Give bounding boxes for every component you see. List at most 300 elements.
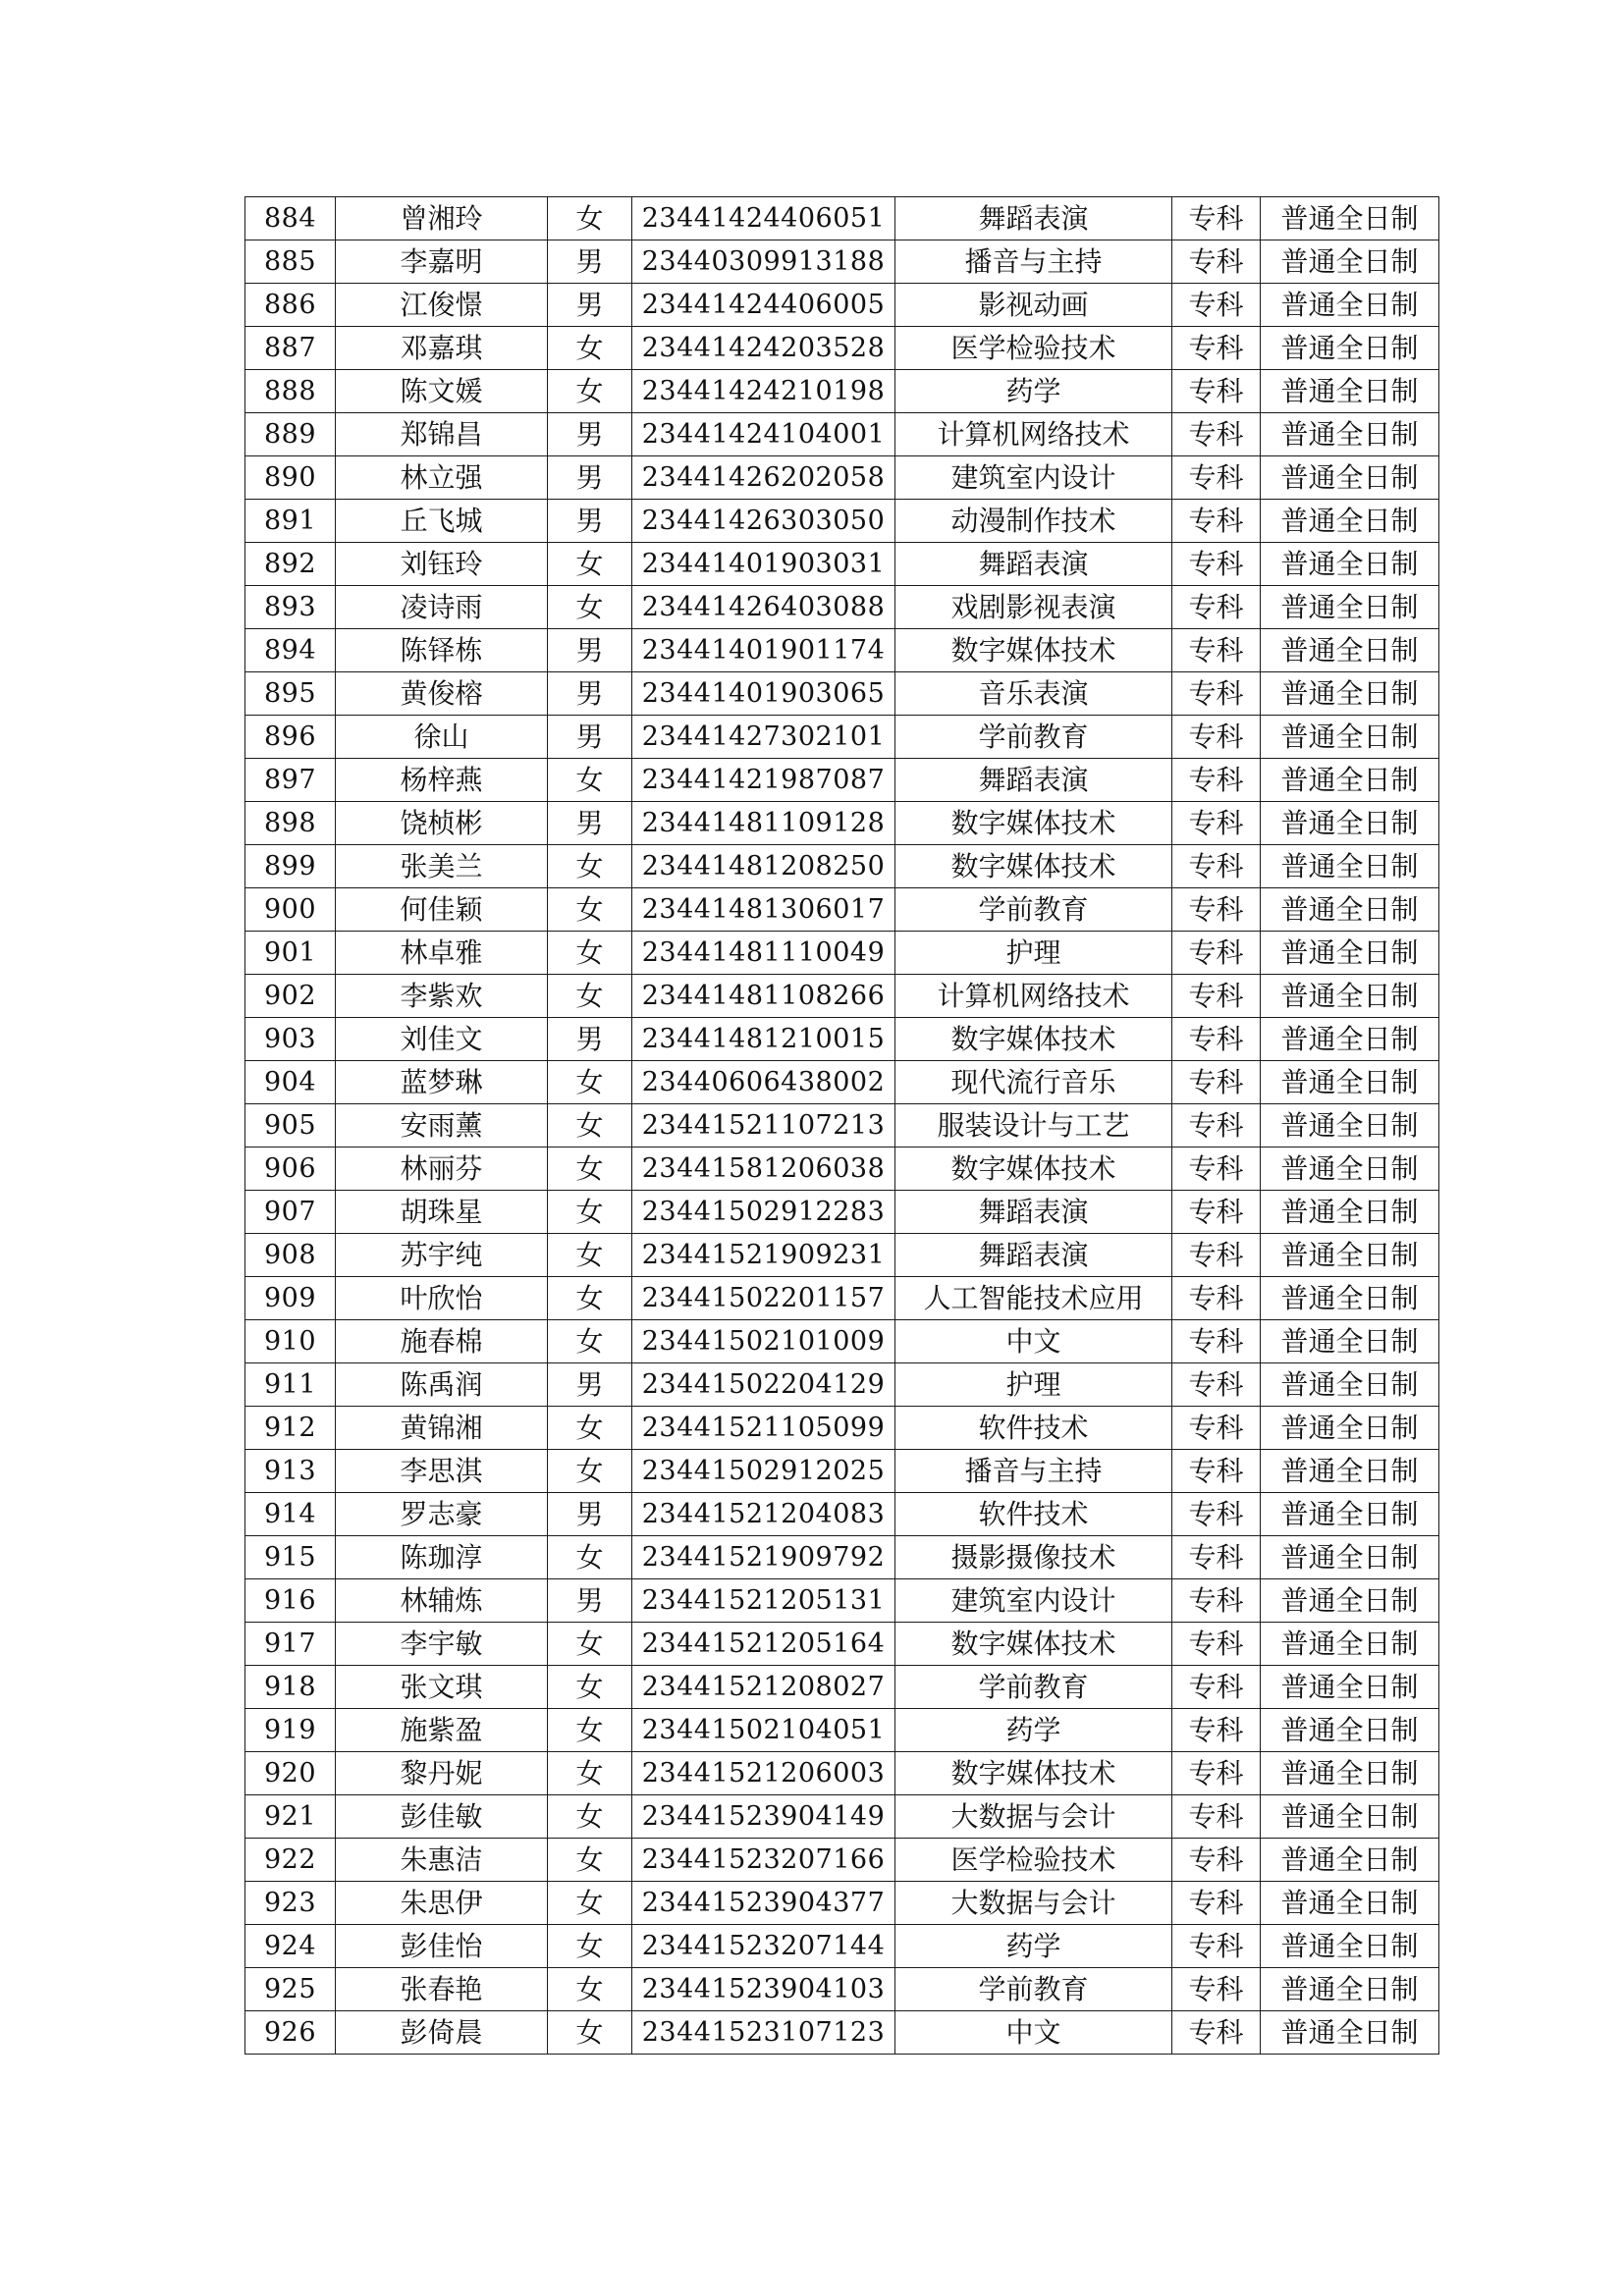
exam-id-cell: 23441426403088 bbox=[632, 586, 895, 629]
study-mode-cell: 普通全日制 bbox=[1261, 845, 1439, 888]
gender-cell: 女 bbox=[548, 888, 632, 932]
gender-cell: 男 bbox=[548, 240, 632, 284]
exam-id-cell: 23441421987087 bbox=[632, 759, 895, 802]
education-level-cell: 专科 bbox=[1172, 1191, 1261, 1234]
table-row bbox=[245, 629, 1439, 672]
row-number-cell: 895 bbox=[245, 672, 336, 716]
education-level-cell: 专科 bbox=[1172, 240, 1261, 284]
education-level-cell: 专科 bbox=[1172, 284, 1261, 327]
student-name-cell: 张文琪 bbox=[336, 1666, 548, 1709]
exam-id-cell: 23441424210198 bbox=[632, 370, 895, 413]
row-number-cell: 899 bbox=[245, 845, 336, 888]
exam-id-cell: 23441521107213 bbox=[632, 1104, 895, 1148]
row-number-cell: 915 bbox=[245, 1536, 336, 1579]
table-row bbox=[245, 370, 1439, 413]
gender-cell: 女 bbox=[548, 1191, 632, 1234]
exam-id-cell: 23441502912283 bbox=[632, 1191, 895, 1234]
row-number-cell: 904 bbox=[245, 1061, 336, 1104]
student-name-cell: 凌诗雨 bbox=[336, 586, 548, 629]
study-mode-cell: 普通全日制 bbox=[1261, 456, 1439, 500]
student-name-cell: 李宇敏 bbox=[336, 1623, 548, 1666]
row-number-cell: 922 bbox=[245, 1839, 336, 1882]
row-number-cell: 897 bbox=[245, 759, 336, 802]
table-row bbox=[245, 1709, 1439, 1752]
education-level-cell: 专科 bbox=[1172, 1795, 1261, 1839]
education-level-cell: 专科 bbox=[1172, 543, 1261, 586]
education-level-cell: 专科 bbox=[1172, 1925, 1261, 1968]
row-number-cell: 920 bbox=[245, 1752, 336, 1795]
major-cell: 动漫制作技术 bbox=[895, 500, 1172, 543]
gender-cell: 男 bbox=[548, 802, 632, 845]
education-level-cell: 专科 bbox=[1172, 1234, 1261, 1277]
table-row bbox=[245, 932, 1439, 975]
study-mode-cell: 普通全日制 bbox=[1261, 1191, 1439, 1234]
major-cell: 人工智能技术应用 bbox=[895, 1277, 1172, 1320]
education-level-cell: 专科 bbox=[1172, 2011, 1261, 2055]
student-name-cell: 杨梓燕 bbox=[336, 759, 548, 802]
major-cell: 数字媒体技术 bbox=[895, 1752, 1172, 1795]
student-name-cell: 罗志豪 bbox=[336, 1493, 548, 1536]
study-mode-cell: 普通全日制 bbox=[1261, 932, 1439, 975]
major-cell: 舞蹈表演 bbox=[895, 1234, 1172, 1277]
exam-id-cell: 23441481109128 bbox=[632, 802, 895, 845]
row-number-cell: 896 bbox=[245, 716, 336, 759]
exam-id-cell: 23441521204083 bbox=[632, 1493, 895, 1536]
student-name-cell: 何佳颖 bbox=[336, 888, 548, 932]
table-row bbox=[245, 2011, 1439, 2055]
major-cell: 软件技术 bbox=[895, 1493, 1172, 1536]
major-cell: 学前教育 bbox=[895, 888, 1172, 932]
exam-id-cell: 23441481208250 bbox=[632, 845, 895, 888]
exam-id-cell: 23441523107123 bbox=[632, 2011, 895, 2055]
exam-id-cell: 23441521909792 bbox=[632, 1536, 895, 1579]
major-cell: 学前教育 bbox=[895, 1666, 1172, 1709]
table-row bbox=[245, 500, 1439, 543]
education-level-cell: 专科 bbox=[1172, 888, 1261, 932]
row-number-cell: 914 bbox=[245, 1493, 336, 1536]
gender-cell: 男 bbox=[548, 672, 632, 716]
study-mode-cell: 普通全日制 bbox=[1261, 888, 1439, 932]
row-number-cell: 918 bbox=[245, 1666, 336, 1709]
education-level-cell: 专科 bbox=[1172, 1666, 1261, 1709]
row-number-cell: 900 bbox=[245, 888, 336, 932]
major-cell: 戏剧影视表演 bbox=[895, 586, 1172, 629]
major-cell: 学前教育 bbox=[895, 1968, 1172, 2011]
study-mode-cell: 普通全日制 bbox=[1261, 1061, 1439, 1104]
study-mode-cell: 普通全日制 bbox=[1261, 1450, 1439, 1493]
row-number-cell: 892 bbox=[245, 543, 336, 586]
row-number-cell: 894 bbox=[245, 629, 336, 672]
gender-cell: 女 bbox=[548, 1968, 632, 2011]
exam-id-cell: 23441424203528 bbox=[632, 327, 895, 370]
row-number-cell: 919 bbox=[245, 1709, 336, 1752]
gender-cell: 女 bbox=[548, 1450, 632, 1493]
education-level-cell: 专科 bbox=[1172, 1277, 1261, 1320]
gender-cell: 女 bbox=[548, 1623, 632, 1666]
exam-id-cell: 23441481210015 bbox=[632, 1018, 895, 1061]
table-row bbox=[245, 759, 1439, 802]
education-level-cell: 专科 bbox=[1172, 327, 1261, 370]
major-cell: 摄影摄像技术 bbox=[895, 1536, 1172, 1579]
exam-id-cell: 23441401903065 bbox=[632, 672, 895, 716]
study-mode-cell: 普通全日制 bbox=[1261, 1407, 1439, 1450]
major-cell: 计算机网络技术 bbox=[895, 975, 1172, 1018]
table-row bbox=[245, 716, 1439, 759]
row-number-cell: 911 bbox=[245, 1363, 336, 1407]
study-mode-cell: 普通全日制 bbox=[1261, 1277, 1439, 1320]
study-mode-cell: 普通全日制 bbox=[1261, 413, 1439, 456]
row-number-cell: 926 bbox=[245, 2011, 336, 2055]
table-row bbox=[245, 586, 1439, 629]
major-cell: 舞蹈表演 bbox=[895, 197, 1172, 240]
student-name-cell: 林丽芬 bbox=[336, 1148, 548, 1191]
major-cell: 舞蹈表演 bbox=[895, 759, 1172, 802]
education-level-cell: 专科 bbox=[1172, 845, 1261, 888]
major-cell: 数字媒体技术 bbox=[895, 845, 1172, 888]
student-name-cell: 彭佳敏 bbox=[336, 1795, 548, 1839]
study-mode-cell: 普通全日制 bbox=[1261, 1795, 1439, 1839]
student-name-cell: 施紫盈 bbox=[336, 1709, 548, 1752]
table-row bbox=[245, 197, 1439, 240]
student-name-cell: 黎丹妮 bbox=[336, 1752, 548, 1795]
gender-cell: 女 bbox=[548, 1234, 632, 1277]
education-level-cell: 专科 bbox=[1172, 1536, 1261, 1579]
roster-body bbox=[245, 197, 1439, 2055]
study-mode-cell: 普通全日制 bbox=[1261, 1709, 1439, 1752]
study-mode-cell: 普通全日制 bbox=[1261, 1536, 1439, 1579]
education-level-cell: 专科 bbox=[1172, 1104, 1261, 1148]
table-row bbox=[245, 1925, 1439, 1968]
exam-id-cell: 23441521909231 bbox=[632, 1234, 895, 1277]
student-name-cell: 刘佳文 bbox=[336, 1018, 548, 1061]
student-name-cell: 朱惠洁 bbox=[336, 1839, 548, 1882]
row-number-cell: 906 bbox=[245, 1148, 336, 1191]
exam-id-cell: 23441502201157 bbox=[632, 1277, 895, 1320]
gender-cell: 男 bbox=[548, 629, 632, 672]
row-number-cell: 913 bbox=[245, 1450, 336, 1493]
gender-cell: 男 bbox=[548, 413, 632, 456]
study-mode-cell: 普通全日制 bbox=[1261, 500, 1439, 543]
gender-cell: 女 bbox=[548, 543, 632, 586]
row-number-cell: 884 bbox=[245, 197, 336, 240]
row-number-cell: 907 bbox=[245, 1191, 336, 1234]
student-name-cell: 江俊憬 bbox=[336, 284, 548, 327]
row-number-cell: 924 bbox=[245, 1925, 336, 1968]
exam-id-cell: 23441424406051 bbox=[632, 197, 895, 240]
study-mode-cell: 普通全日制 bbox=[1261, 2011, 1439, 2055]
study-mode-cell: 普通全日制 bbox=[1261, 1623, 1439, 1666]
row-number-cell: 886 bbox=[245, 284, 336, 327]
student-name-cell: 饶桢彬 bbox=[336, 802, 548, 845]
study-mode-cell: 普通全日制 bbox=[1261, 543, 1439, 586]
table-row bbox=[245, 1148, 1439, 1191]
study-mode-cell: 普通全日制 bbox=[1261, 197, 1439, 240]
row-number-cell: 912 bbox=[245, 1407, 336, 1450]
exam-id-cell: 23441424104001 bbox=[632, 413, 895, 456]
student-name-cell: 林辅炼 bbox=[336, 1579, 548, 1623]
education-level-cell: 专科 bbox=[1172, 1320, 1261, 1363]
education-level-cell: 专科 bbox=[1172, 1709, 1261, 1752]
gender-cell: 女 bbox=[548, 1061, 632, 1104]
major-cell: 数字媒体技术 bbox=[895, 1018, 1172, 1061]
row-number-cell: 921 bbox=[245, 1795, 336, 1839]
table-row bbox=[245, 1839, 1439, 1882]
row-number-cell: 917 bbox=[245, 1623, 336, 1666]
gender-cell: 女 bbox=[548, 1839, 632, 1882]
gender-cell: 女 bbox=[548, 845, 632, 888]
student-name-cell: 邓嘉琪 bbox=[336, 327, 548, 370]
student-name-cell: 陈铎栋 bbox=[336, 629, 548, 672]
table-row bbox=[245, 1450, 1439, 1493]
student-name-cell: 陈禹润 bbox=[336, 1363, 548, 1407]
study-mode-cell: 普通全日制 bbox=[1261, 759, 1439, 802]
exam-id-cell: 23441424406005 bbox=[632, 284, 895, 327]
student-name-cell: 李思淇 bbox=[336, 1450, 548, 1493]
row-number-cell: 909 bbox=[245, 1277, 336, 1320]
study-mode-cell: 普通全日制 bbox=[1261, 327, 1439, 370]
row-number-cell: 902 bbox=[245, 975, 336, 1018]
education-level-cell: 专科 bbox=[1172, 975, 1261, 1018]
row-number-cell: 887 bbox=[245, 327, 336, 370]
study-mode-cell: 普通全日制 bbox=[1261, 1666, 1439, 1709]
major-cell: 数字媒体技术 bbox=[895, 802, 1172, 845]
gender-cell: 女 bbox=[548, 975, 632, 1018]
row-number-cell: 916 bbox=[245, 1579, 336, 1623]
major-cell: 药学 bbox=[895, 1925, 1172, 1968]
major-cell: 建筑室内设计 bbox=[895, 456, 1172, 500]
table-row bbox=[245, 1752, 1439, 1795]
student-name-cell: 郑锦昌 bbox=[336, 413, 548, 456]
gender-cell: 女 bbox=[548, 1536, 632, 1579]
major-cell: 中文 bbox=[895, 2011, 1172, 2055]
row-number-cell: 923 bbox=[245, 1882, 336, 1925]
study-mode-cell: 普通全日制 bbox=[1261, 1018, 1439, 1061]
table-row bbox=[245, 1968, 1439, 2011]
study-mode-cell: 普通全日制 bbox=[1261, 1839, 1439, 1882]
study-mode-cell: 普通全日制 bbox=[1261, 1968, 1439, 2011]
student-name-cell: 黄俊榕 bbox=[336, 672, 548, 716]
table-row bbox=[245, 1018, 1439, 1061]
exam-id-cell: 23441523904103 bbox=[632, 1968, 895, 2011]
study-mode-cell: 普通全日制 bbox=[1261, 1579, 1439, 1623]
study-mode-cell: 普通全日制 bbox=[1261, 284, 1439, 327]
gender-cell: 女 bbox=[548, 759, 632, 802]
study-mode-cell: 普通全日制 bbox=[1261, 1363, 1439, 1407]
major-cell: 学前教育 bbox=[895, 716, 1172, 759]
table-row bbox=[245, 802, 1439, 845]
row-number-cell: 890 bbox=[245, 456, 336, 500]
table-row bbox=[245, 1882, 1439, 1925]
gender-cell: 女 bbox=[548, 1320, 632, 1363]
exam-id-cell: 23441502912025 bbox=[632, 1450, 895, 1493]
student-roster-table bbox=[244, 196, 1439, 2055]
gender-cell: 男 bbox=[548, 1579, 632, 1623]
table-row bbox=[245, 1407, 1439, 1450]
table-row bbox=[245, 1536, 1439, 1579]
table-row bbox=[245, 284, 1439, 327]
exam-id-cell: 23441581206038 bbox=[632, 1148, 895, 1191]
study-mode-cell: 普通全日制 bbox=[1261, 1104, 1439, 1148]
major-cell: 大数据与会计 bbox=[895, 1795, 1172, 1839]
education-level-cell: 专科 bbox=[1172, 1450, 1261, 1493]
major-cell: 影视动画 bbox=[895, 284, 1172, 327]
study-mode-cell: 普通全日制 bbox=[1261, 586, 1439, 629]
student-name-cell: 徐山 bbox=[336, 716, 548, 759]
row-number-cell: 885 bbox=[245, 240, 336, 284]
education-level-cell: 专科 bbox=[1172, 586, 1261, 629]
table-row bbox=[245, 1104, 1439, 1148]
student-name-cell: 朱思伊 bbox=[336, 1882, 548, 1925]
exam-id-cell: 23441521205131 bbox=[632, 1579, 895, 1623]
major-cell: 舞蹈表演 bbox=[895, 1191, 1172, 1234]
gender-cell: 女 bbox=[548, 2011, 632, 2055]
study-mode-cell: 普通全日制 bbox=[1261, 370, 1439, 413]
gender-cell: 女 bbox=[548, 1795, 632, 1839]
exam-id-cell: 23441523904377 bbox=[632, 1882, 895, 1925]
exam-id-cell: 23441481108266 bbox=[632, 975, 895, 1018]
gender-cell: 女 bbox=[548, 932, 632, 975]
table-row bbox=[245, 240, 1439, 284]
exam-id-cell: 23440606438002 bbox=[632, 1061, 895, 1104]
table-row bbox=[245, 1191, 1439, 1234]
exam-id-cell: 23441523904149 bbox=[632, 1795, 895, 1839]
table-row bbox=[245, 413, 1439, 456]
student-name-cell: 彭倚晨 bbox=[336, 2011, 548, 2055]
study-mode-cell: 普通全日制 bbox=[1261, 1882, 1439, 1925]
exam-id-cell: 23441502104051 bbox=[632, 1709, 895, 1752]
student-name-cell: 张美兰 bbox=[336, 845, 548, 888]
exam-id-cell: 23441521105099 bbox=[632, 1407, 895, 1450]
major-cell: 医学检验技术 bbox=[895, 1839, 1172, 1882]
education-level-cell: 专科 bbox=[1172, 1493, 1261, 1536]
education-level-cell: 专科 bbox=[1172, 370, 1261, 413]
education-level-cell: 专科 bbox=[1172, 1579, 1261, 1623]
study-mode-cell: 普通全日制 bbox=[1261, 802, 1439, 845]
education-level-cell: 专科 bbox=[1172, 1882, 1261, 1925]
gender-cell: 女 bbox=[548, 1666, 632, 1709]
study-mode-cell: 普通全日制 bbox=[1261, 1148, 1439, 1191]
major-cell: 建筑室内设计 bbox=[895, 1579, 1172, 1623]
education-level-cell: 专科 bbox=[1172, 672, 1261, 716]
student-name-cell: 施春棉 bbox=[336, 1320, 548, 1363]
exam-id-cell: 23441523207166 bbox=[632, 1839, 895, 1882]
table-row bbox=[245, 1666, 1439, 1709]
gender-cell: 男 bbox=[548, 456, 632, 500]
table-row bbox=[245, 1493, 1439, 1536]
gender-cell: 男 bbox=[548, 1363, 632, 1407]
gender-cell: 女 bbox=[548, 1104, 632, 1148]
exam-id-cell: 23441521205164 bbox=[632, 1623, 895, 1666]
table-row bbox=[245, 456, 1439, 500]
student-name-cell: 彭佳怡 bbox=[336, 1925, 548, 1968]
major-cell: 软件技术 bbox=[895, 1407, 1172, 1450]
study-mode-cell: 普通全日制 bbox=[1261, 1234, 1439, 1277]
education-level-cell: 专科 bbox=[1172, 1363, 1261, 1407]
gender-cell: 女 bbox=[548, 1277, 632, 1320]
table-row bbox=[245, 1234, 1439, 1277]
gender-cell: 女 bbox=[548, 370, 632, 413]
major-cell: 药学 bbox=[895, 1709, 1172, 1752]
study-mode-cell: 普通全日制 bbox=[1261, 716, 1439, 759]
student-name-cell: 陈珈淳 bbox=[336, 1536, 548, 1579]
gender-cell: 女 bbox=[548, 1752, 632, 1795]
major-cell: 护理 bbox=[895, 932, 1172, 975]
student-name-cell: 苏宇纯 bbox=[336, 1234, 548, 1277]
table-row bbox=[245, 845, 1439, 888]
education-level-cell: 专科 bbox=[1172, 197, 1261, 240]
student-name-cell: 刘钰玲 bbox=[336, 543, 548, 586]
exam-id-cell: 23441481306017 bbox=[632, 888, 895, 932]
student-name-cell: 林卓雅 bbox=[336, 932, 548, 975]
table-row bbox=[245, 888, 1439, 932]
study-mode-cell: 普通全日制 bbox=[1261, 629, 1439, 672]
exam-id-cell: 23441401901174 bbox=[632, 629, 895, 672]
gender-cell: 女 bbox=[548, 1882, 632, 1925]
major-cell: 护理 bbox=[895, 1363, 1172, 1407]
table-row bbox=[245, 1061, 1439, 1104]
education-level-cell: 专科 bbox=[1172, 1839, 1261, 1882]
gender-cell: 男 bbox=[548, 500, 632, 543]
education-level-cell: 专科 bbox=[1172, 1018, 1261, 1061]
student-name-cell: 李紫欢 bbox=[336, 975, 548, 1018]
gender-cell: 女 bbox=[548, 586, 632, 629]
exam-id-cell: 23440309913188 bbox=[632, 240, 895, 284]
table-row bbox=[245, 1320, 1439, 1363]
table-row bbox=[245, 1363, 1439, 1407]
gender-cell: 女 bbox=[548, 327, 632, 370]
exam-id-cell: 23441401903031 bbox=[632, 543, 895, 586]
row-number-cell: 893 bbox=[245, 586, 336, 629]
study-mode-cell: 普通全日制 bbox=[1261, 1493, 1439, 1536]
student-name-cell: 丘飞城 bbox=[336, 500, 548, 543]
student-name-cell: 蓝梦琳 bbox=[336, 1061, 548, 1104]
row-number-cell: 889 bbox=[245, 413, 336, 456]
education-level-cell: 专科 bbox=[1172, 1148, 1261, 1191]
row-number-cell: 910 bbox=[245, 1320, 336, 1363]
gender-cell: 女 bbox=[548, 1148, 632, 1191]
major-cell: 数字媒体技术 bbox=[895, 1148, 1172, 1191]
education-level-cell: 专科 bbox=[1172, 1752, 1261, 1795]
row-number-cell: 898 bbox=[245, 802, 336, 845]
gender-cell: 男 bbox=[548, 716, 632, 759]
exam-id-cell: 23441426202058 bbox=[632, 456, 895, 500]
major-cell: 数字媒体技术 bbox=[895, 629, 1172, 672]
major-cell: 大数据与会计 bbox=[895, 1882, 1172, 1925]
major-cell: 音乐表演 bbox=[895, 672, 1172, 716]
row-number-cell: 905 bbox=[245, 1104, 336, 1148]
student-name-cell: 胡珠星 bbox=[336, 1191, 548, 1234]
major-cell: 计算机网络技术 bbox=[895, 413, 1172, 456]
student-name-cell: 李嘉明 bbox=[336, 240, 548, 284]
education-level-cell: 专科 bbox=[1172, 759, 1261, 802]
student-name-cell: 林立强 bbox=[336, 456, 548, 500]
major-cell: 现代流行音乐 bbox=[895, 1061, 1172, 1104]
student-name-cell: 张春艳 bbox=[336, 1968, 548, 2011]
student-name-cell: 叶欣怡 bbox=[336, 1277, 548, 1320]
education-level-cell: 专科 bbox=[1172, 629, 1261, 672]
education-level-cell: 专科 bbox=[1172, 716, 1261, 759]
exam-id-cell: 23441523207144 bbox=[632, 1925, 895, 1968]
study-mode-cell: 普通全日制 bbox=[1261, 240, 1439, 284]
exam-id-cell: 23441521206003 bbox=[632, 1752, 895, 1795]
education-level-cell: 专科 bbox=[1172, 802, 1261, 845]
table-row bbox=[245, 1623, 1439, 1666]
education-level-cell: 专科 bbox=[1172, 456, 1261, 500]
education-level-cell: 专科 bbox=[1172, 932, 1261, 975]
education-level-cell: 专科 bbox=[1172, 1407, 1261, 1450]
gender-cell: 男 bbox=[548, 1018, 632, 1061]
exam-id-cell: 23441502204129 bbox=[632, 1363, 895, 1407]
